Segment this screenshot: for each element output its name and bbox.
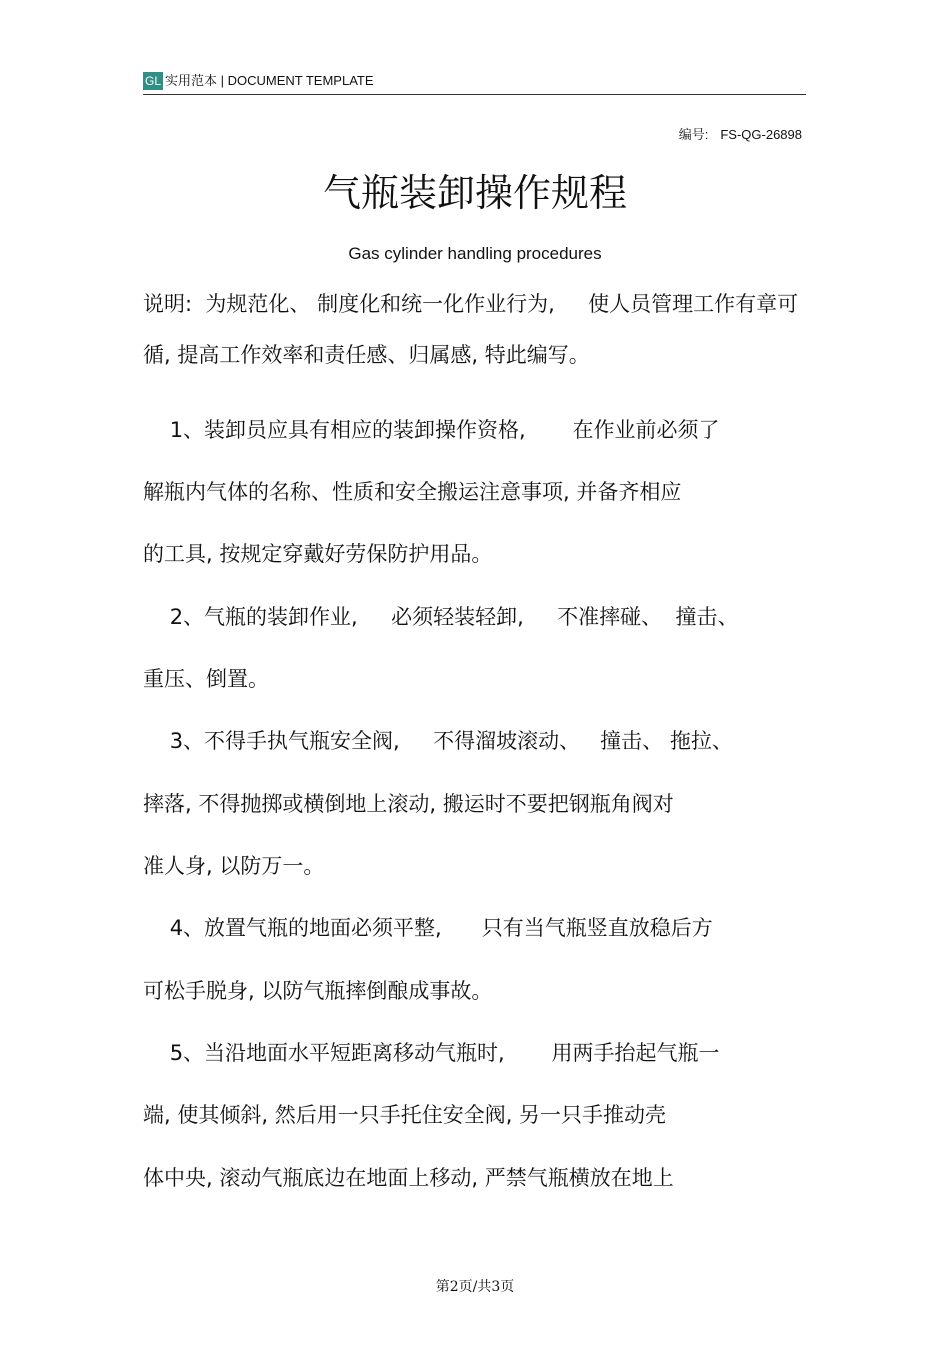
- document-number-value: FS-QG-26898: [720, 127, 802, 142]
- body-line: 2、气瓶的装卸作业, 必须轻装轻卸, 不准摔碰、 撞击、: [143, 605, 739, 629]
- body-line: 1、装卸员应具有相应的装卸操作资格, 在作业前必须了: [143, 418, 720, 442]
- body-line: 重压、倒置。: [143, 667, 269, 691]
- body-line: 5、当沿地面水平短距离移动气瓶时, 用两手抬起气瓶一: [143, 1041, 720, 1065]
- body-line: 的工具, 按规定穿戴好劳保防护用品。: [143, 542, 493, 566]
- document-number: [679, 126, 802, 144]
- document-number-label: 编号:: [678, 127, 709, 142]
- body-line: 4、放置气瓶的地面必须平整, 只有当气瓶竖直放稳后方: [143, 916, 713, 940]
- body-line: 可松手脱身, 以防气瓶摔倒酿成事故。: [143, 979, 493, 1003]
- template-logo-badge: GL: [145, 74, 162, 88]
- header-text: 实用范本 | DOCUMENT TEMPLATE: [165, 73, 374, 88]
- body-line: 端, 使其倾斜, 然后用一只手托住安全阀, 另一只手推动壳: [143, 1103, 667, 1127]
- body-line: 循, 提高工作效率和责任感、归属感, 特此编写。: [143, 343, 590, 367]
- body-line: 摔落, 不得抛掷或横倒地上滚动, 搬运时不要把钢瓶角阀对: [143, 792, 674, 816]
- body-line: 体中央, 滚动气瓶底边在地面上移动, 严禁气瓶横放在地上: [143, 1166, 674, 1190]
- body-line: 3、不得手执气瓶安全阀, 不得溜坡滚动、 撞击、 拖拉、: [143, 729, 733, 753]
- page-number-footer: 第2页/共3页: [435, 1279, 515, 1295]
- body-line: 说明: 为规范化、 制度化和统一化作业行为, 使人员管理工作有章可: [143, 292, 799, 316]
- page-header: [143, 70, 806, 95]
- document-title: 气瓶装卸操作规程: [322, 171, 627, 215]
- document-subtitle: Gas cylinder handling procedures: [348, 244, 602, 263]
- body-line: 解瓶内气体的名称、性质和安全搬运注意事项, 并备齐相应: [143, 480, 682, 504]
- body-line: 准人身, 以防万一。: [143, 854, 325, 878]
